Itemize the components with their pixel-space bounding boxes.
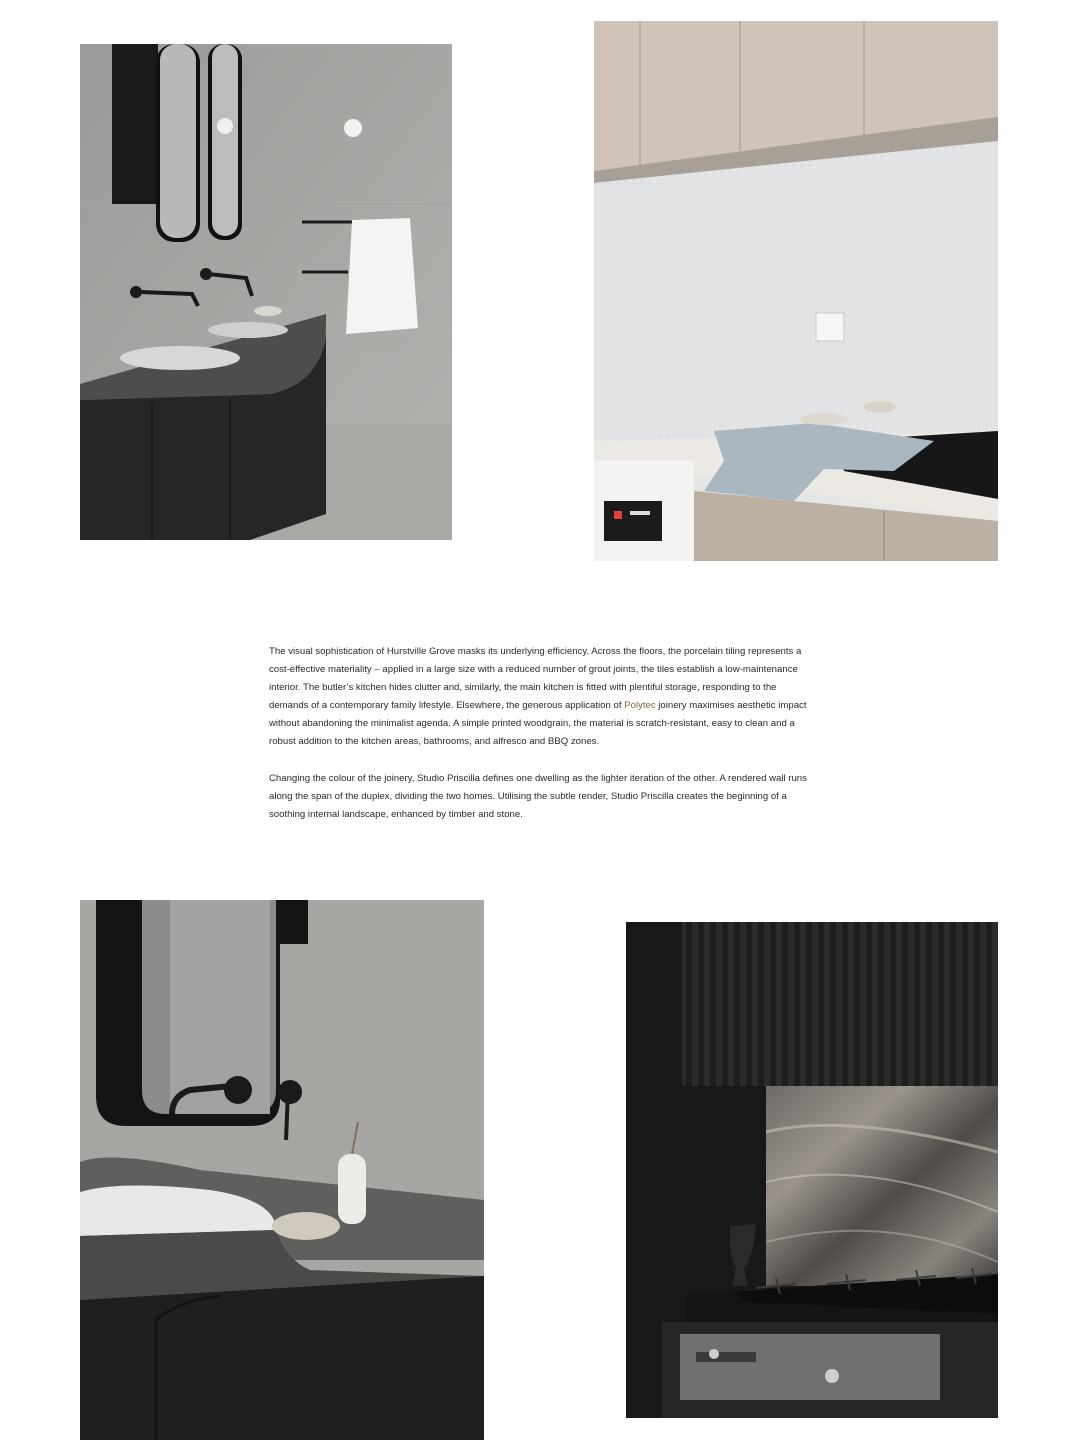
article-paragraph: Changing the colour of the joinery, Studio Priscilla defines one dwelling as the lighter iteration of the other. A rendered wall runs along the span of the duplex, dividing the two homes. Utilising the subtle render, Studio Priscilla creates the beginning of a soothing internal landscape, enhanced by timber and stone. [269,773,807,820]
paragraph-text: The visual sophistication of Hurstville Grove masks its underlying efficiency. Across the floors, the porcelain tiling represents a cost-effective materiality – applied in a large size with a reduced number of grout joints, the tiles establish a low-maintenance interior. The butler’s kitchen hides clutter and, similarly, the main kitchen is fitted with plentiful storage, responding to the demands of a contemporary family lifestyle. Elsewhere, the generous application of [269,646,802,711]
bathroom-vanity-photo [80,44,452,540]
kitchen-laundry-photo [594,21,998,561]
paragraph-text: joinery maximises aesthetic impact without abandoning the minimalist agenda. A simple printed woodgrain, the material is scratch-resistant, easy to clean and a robust addition to the kitchen areas, bathrooms, and alfresco and BBQ zones. [269,700,807,747]
dark-kitchen-cooktop-photo [626,922,998,1418]
article-body [269,643,814,843]
polytec-link[interactable]: Polytec [624,700,656,711]
bathroom-basin-photo [80,900,484,1440]
article-paragraph [269,643,814,751]
